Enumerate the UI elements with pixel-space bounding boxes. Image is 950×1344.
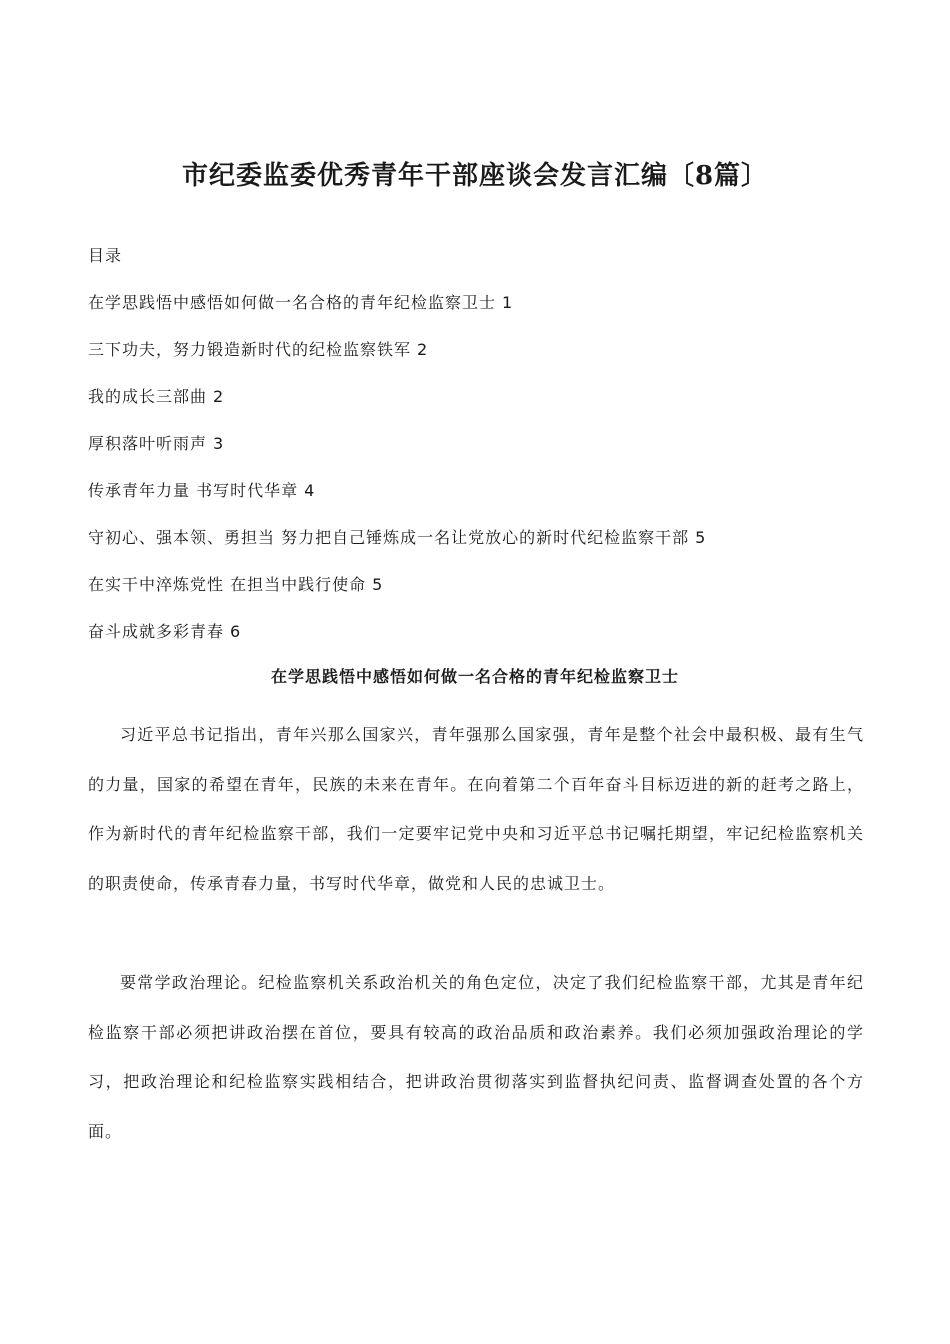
toc-item-text: 在学思践悟中感悟如何做一名合格的青年纪检监察卫士	[88, 293, 497, 312]
toc-item-text: 传承青年力量 书写时代华章	[88, 481, 299, 500]
toc-heading: 目录	[88, 246, 123, 265]
toc-item-page: 4	[304, 481, 316, 500]
toc-item-page: 5	[695, 528, 707, 547]
toc-item-page: 5	[372, 575, 384, 594]
body-paragraph: 要常学政治理论。纪检监察机关系政治机关的角色定位，决定了我们纪检监察干部，尤其是青年纪检监察干部必须把讲政治摆在首位，要具有较高的政治品质和政治素养。我们必须加强政治理论的学习，把政治理论和纪检监察实践相结合，把讲政治贯彻落实到监督执纪问责、监督调查处置的各个方面。	[88, 973, 864, 1141]
toc-item-text: 奋斗成就多彩青春	[88, 622, 225, 641]
toc-item-page: 2	[417, 340, 429, 359]
toc-item[interactable]	[88, 573, 868, 620]
document-title: 市纪委监委优秀青年干部座谈会发言汇编〔8篇〕	[181, 161, 769, 191]
toc-item-text: 守初心、强本领、勇担当 努力把自己锤炼成一名让党放心的新时代纪检监察干部	[88, 528, 690, 547]
body-paragraph: 习近平总书记指出，青年兴那么国家兴，青年强那么国家强，青年是整个社会中最积极、最有生气的力量，国家的希望在青年，民族的未来在青年。在向着第二个百年奋斗目标迈进的新的赶考之路上，作为新时代的青年纪检监察干部，我们一定要牢记党中央和习近平总书记嘱托期望，牢记纪检监察机关的职责使命，传承青春力量，书写时代华章，做党和人民的忠诚卫士。	[88, 725, 864, 893]
toc-item[interactable]	[88, 385, 868, 432]
table-of-contents	[88, 291, 868, 667]
toc-item[interactable]	[88, 620, 868, 667]
toc-item-page: 6	[230, 622, 242, 641]
toc-item-text: 厚积落叶听雨声	[88, 434, 208, 453]
toc-item-text: 我的成长三部曲	[88, 387, 208, 406]
section-title: 在学思践悟中感悟如何做一名合格的青年纪检监察卫士	[270, 667, 679, 686]
toc-item-page: 2	[213, 387, 225, 406]
toc-item-text: 在实干中淬炼党性 在担当中践行使命	[88, 575, 367, 594]
toc-item-text: 三下功夫，努力锻造新时代的纪检监察铁军	[88, 340, 412, 359]
toc-item[interactable]	[88, 338, 868, 385]
toc-item[interactable]	[88, 479, 868, 526]
toc-item-page: 3	[213, 434, 225, 453]
toc-item-page: 1	[502, 293, 514, 312]
toc-item[interactable]	[88, 526, 868, 573]
toc-item[interactable]	[88, 291, 868, 338]
toc-item[interactable]	[88, 432, 868, 479]
